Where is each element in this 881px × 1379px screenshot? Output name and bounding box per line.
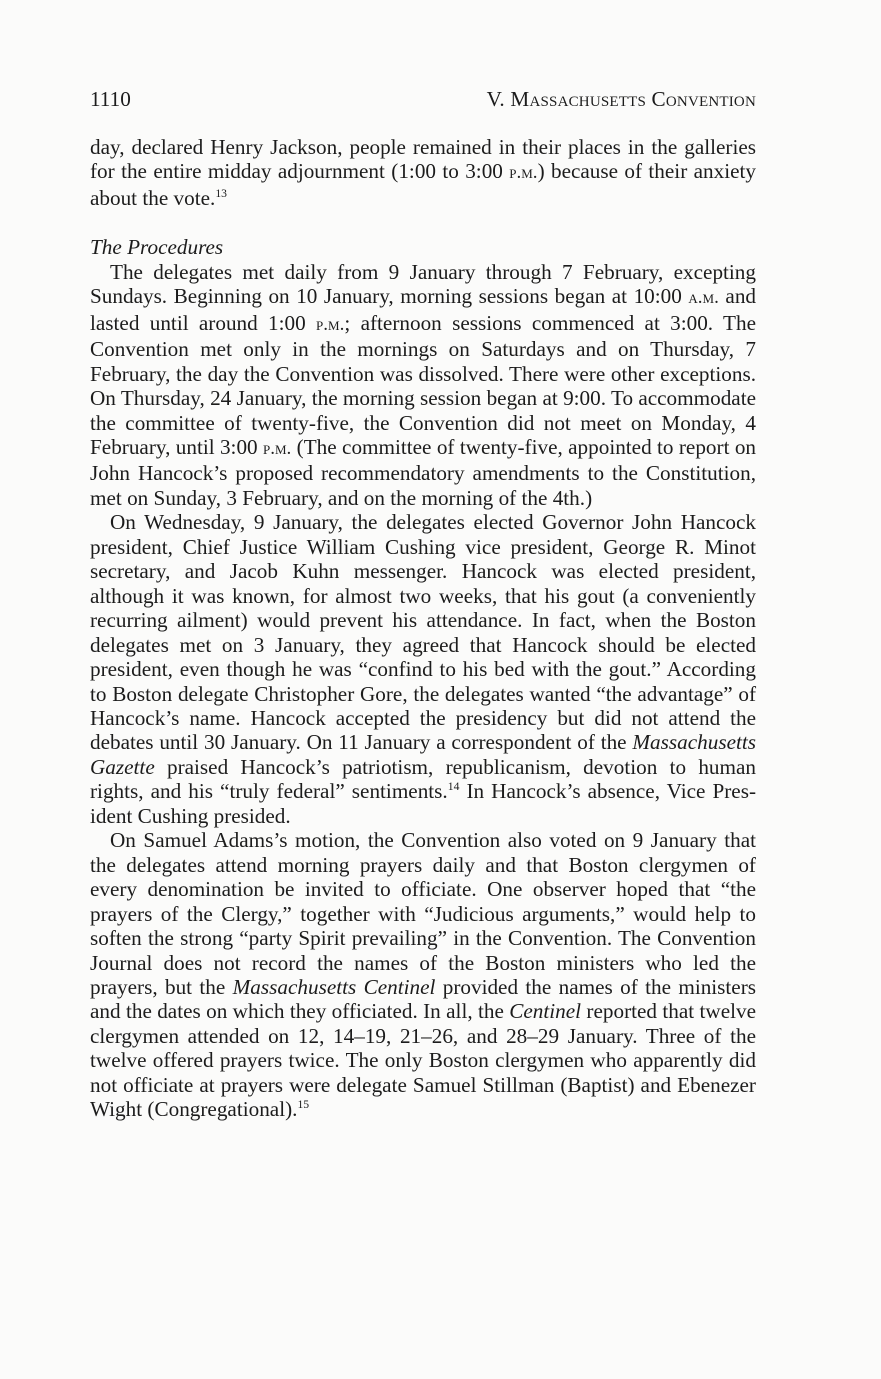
time-abbrev: a.m. bbox=[688, 287, 719, 309]
paragraph-2 bbox=[90, 260, 756, 511]
text-run: day, declared Henry Jackson, people remained in their places in the galleries for the entire midday adjournment (1:00 to 3:00 bbox=[90, 135, 756, 184]
body-text bbox=[90, 135, 756, 1122]
newspaper-title: Centinel bbox=[509, 999, 582, 1024]
footnote-ref-15[interactable]: 15 bbox=[297, 1098, 310, 1112]
newspaper-title: Massachusetts Centinel bbox=[232, 974, 436, 999]
paragraph-3 bbox=[90, 510, 756, 828]
text-run: ; afternoon sessions commenced at 3:00. The Convention met only in the mornings on Saturdays and on Thursday, 7 February, the day the Convention was dissolved. There were other exceptions. On Thursday, 24 January, the morning session began at 9:00. To accommodate the committee of twenty-five, the Convention did not meet on Monday, 4 February, until 3:00 bbox=[90, 310, 756, 459]
newspaper-title: Massachusetts Gazette bbox=[90, 730, 756, 779]
footnote-ref-13[interactable]: 13 bbox=[215, 186, 227, 200]
text-run: On Wednesday, 9 January, the delegates elected Governor John Hancock president, Chief Justice William Cushing vice president, George R. Minot secretary, and Jacob Kuhn messenger. Hancock was elected president, although it was known, for almost two weeks, that his gout (a conveniently recurring ailment) would prevent his attendance. In fact, when the Boston delegates met on 3 January, they agreed that Hancock should be elected president, even though he was “confind to his bed with the gout.” According to Boston delegate Christopher Gore, the delegates wanted “the advantage” of Hancock’s name. Hancock accepted the presidency but did not attend the debates until 30 January. On 11 January a correspondent of the bbox=[90, 510, 756, 755]
text-run: ) because of their anxiety about the vote. bbox=[90, 159, 756, 210]
text-run: provided the names of the ministers and the dates on which they officiated. In all, the bbox=[90, 974, 757, 1024]
paragraph-1 bbox=[90, 135, 756, 210]
text-run: and lasted until around 1:00 bbox=[90, 284, 757, 335]
time-abbrev: p.m. bbox=[316, 313, 345, 335]
paragraph-4 bbox=[90, 828, 756, 1121]
text-run: In Hancock’s absence, Vice President Cushing presided. bbox=[90, 779, 756, 828]
text-run: reported that twelve clergymen attended on 12, 14–19, 21–26, and 28–29 January. Three of the twelve offered prayers twice. The only Boston clergymen who apparently did not officiate at prayers were delegate Samuel Stillman (Baptist) and Ebenezer Wight (Congregational). bbox=[90, 999, 756, 1122]
time-abbrev: p.m. bbox=[509, 162, 538, 184]
text-run: On Samuel Adams’s motion, the Convention also voted on 9 January that the delegates attend morning prayers daily and that Boston clergymen of every denomination be invited to officiate. One observer hoped that “the prayers of the Clergy,” together with “Judicious arguments,” would help to soften the strong “party Spirit prevailing” in the Convention. The Convention Journal does not record the names of the Boston ministers who led the prayers, but the bbox=[90, 828, 756, 999]
footnote-ref-14[interactable]: 14 bbox=[447, 780, 460, 794]
running-head: V. Massachusetts Convention bbox=[486, 87, 756, 111]
page-header bbox=[90, 86, 756, 112]
text-run: The delegates met daily from 9 January through 7 February, excepting Sundays. Beginning on 10 January, morning sessions began at 10:00 bbox=[90, 259, 756, 309]
section-heading: The Procedures bbox=[90, 235, 224, 260]
time-abbrev: p.m. bbox=[263, 437, 292, 459]
text-run: praised Hancock’s patriotism, republicanism, devotion to human rights, and his “truly federal” sentiments. bbox=[90, 754, 756, 804]
text-run: (The committee of twenty-five, appointed to report on John Hancock’s proposed recommendatory amendments to the Constitution, met on Sunday, 3 February, and on the morning of the 4th.) bbox=[90, 434, 757, 510]
page-number: 1110 bbox=[90, 87, 131, 111]
